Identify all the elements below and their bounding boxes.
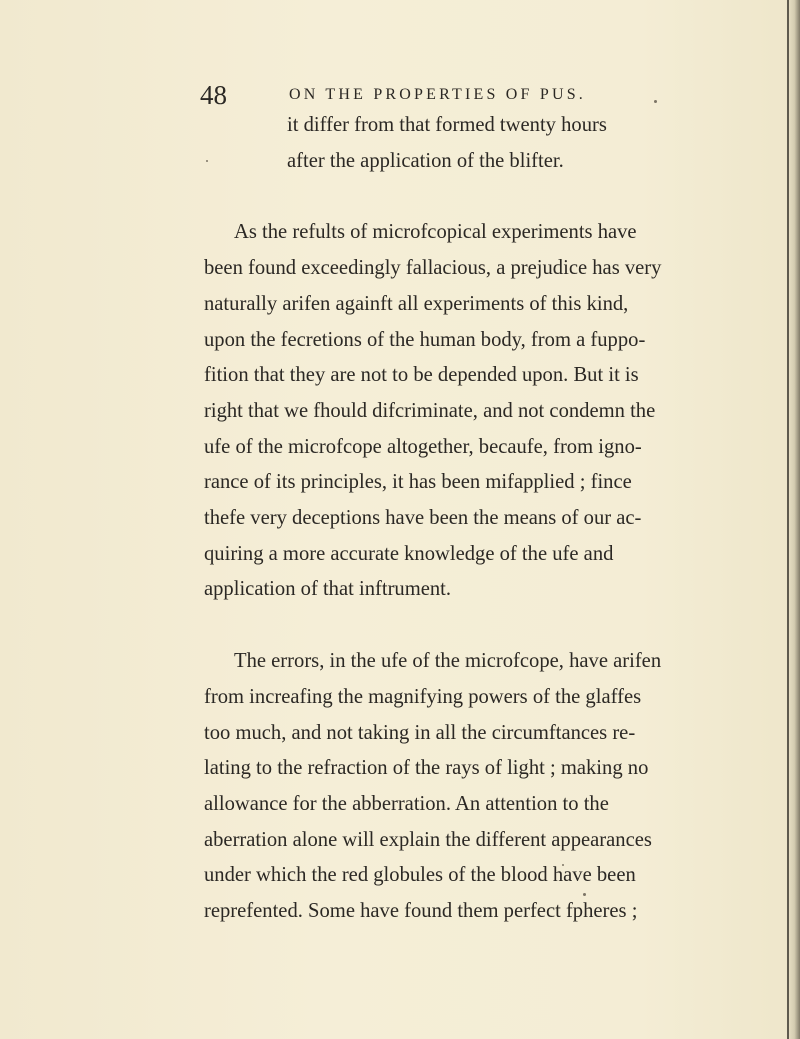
text-line: application of that inftrument. <box>204 578 452 601</box>
page-edge-line <box>787 0 789 1039</box>
paragraph-1 <box>204 108 607 179</box>
text-line: reprefented. Some have found them perfect fpheres ; <box>204 900 638 923</box>
text-line: As the refults of microfcopical experiments have <box>234 221 637 244</box>
text-line: naturally arifen againft all experiments of this kind, <box>204 292 629 315</box>
text-line: upon the fecretions of the human body, from a fuppo- <box>204 328 646 351</box>
text-line: after the application of the blifter. <box>287 149 564 172</box>
text-line: The errors, in the ufe of the microfcope, have arifen <box>234 650 662 673</box>
text-line: aberration alone will explain the different appearances <box>204 828 652 851</box>
text-line: under which the red globules of the blood have been <box>204 864 636 887</box>
running-title: ON THE PROPERTIES OF PUS. <box>289 86 587 103</box>
text-line: right that we fhould difcriminate, and not condemn the <box>204 399 656 422</box>
text-line: rance of its principles, it has been mifapplied ; fince <box>204 471 632 494</box>
text-line: thefe very deceptions have been the means of our ac- <box>204 507 642 530</box>
text-line: it differ from that formed twenty hours <box>287 114 607 136</box>
paper-speck <box>654 100 657 103</box>
text-line: been found exceedingly fallacious, a prejudice has very <box>204 257 662 280</box>
paragraph-2 <box>204 215 662 608</box>
paper-speck <box>583 893 586 896</box>
text-line: ufe of the microfcope altogether, becaufe, from igno- <box>204 435 642 458</box>
page-number: 48 <box>200 80 227 110</box>
text-line: allowance for the abberration. An attention to the <box>204 792 609 815</box>
body-text <box>204 108 662 930</box>
text-line: too much, and not taking in all the circumftances re- <box>204 721 636 744</box>
text-line: lating to the refraction of the rays of light ; making no <box>204 757 649 780</box>
text-line: from increafing the magnifying powers of the glaffes <box>204 685 642 708</box>
paragraph-3 <box>204 644 662 930</box>
text-line: fition that they are not to be depended upon. But it is <box>204 364 639 387</box>
text-line: quiring a more accurate knowledge of the ufe and <box>204 542 614 565</box>
